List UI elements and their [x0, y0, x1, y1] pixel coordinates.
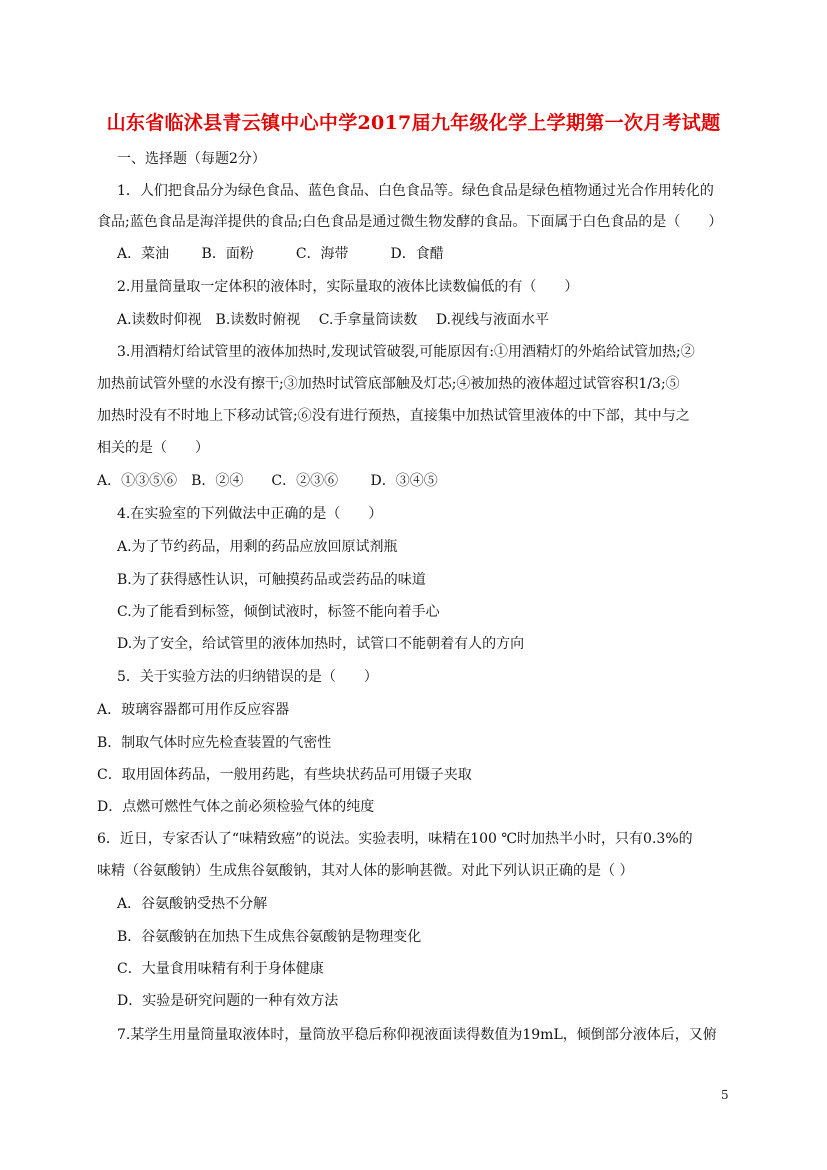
question-3-line-2: 加热前试管外壁的水没有擦干;③加热时试管底部触及灯芯;④被加热的液体超过试管容积1/3;⑤ — [97, 376, 680, 392]
question-6-line-1: 6．近日，专家否认了“味精致癌”的说法。实验表明，味精在100 ℃时加热半小时，只有0.3%的 — [97, 831, 693, 847]
question-2-line-1: 2.用量筒量取一定体积的液体时，实际量取的液体比读数偏低的有（ ） — [117, 279, 579, 295]
question-1-line-2: 食品;蓝色食品是海洋提供的食品;白色食品是通过微生物发酵的食品。下面属于白色食品的是（ ） — [97, 214, 723, 230]
question-7-line-1: 7.某学生用量筒量取液体时，量筒放平稳后称仰视液面读得数值为19mL，倾倒部分液体后，又俯 — [117, 1027, 717, 1043]
question-6-option-a: A．谷氨酸钠受热不分解 — [117, 896, 268, 912]
question-6-option-b: B．谷氨酸钠在加热下生成焦谷氨酸钠是物理变化 — [117, 929, 422, 945]
question-1-line-1: 1．人们把食品分为绿色食品、蓝色食品、白色食品等。绿色食品是绿色植物通过光合作用转化的 — [117, 183, 714, 199]
section-header: 一、选择题（每题2分） — [117, 151, 266, 167]
question-4-line-1: 4.在实验室的下列做法中正确的是（ ） — [117, 506, 383, 522]
question-3-line-3: 加热时没有不时地上下移动试管;⑥没有进行预热，直接集中加热试管里液体的中下部，其中与之 — [97, 408, 690, 424]
question-5-option-c: C．取用固体药品，一般用药匙，有些块状药品可用镊子夹取 — [97, 767, 472, 783]
question-3-options: A．①③⑤⑥ B．②④ C．②③⑥ D．③④⑤ — [97, 473, 438, 489]
question-4-option-a: A.为了节约药品，用剩的药品应放回原试剂瓶 — [117, 539, 398, 555]
question-3-line-4: 相关的是（ ） — [97, 440, 209, 456]
page-number: 5 — [721, 1088, 729, 1102]
question-4-option-d: D.为了安全，给试管里的液体加热时，试管口不能朝着有人的方向 — [117, 636, 525, 652]
question-5-line-1: 5．关于实验方法的归纳错误的是（ ） — [117, 669, 378, 685]
question-2-options: A.读数时仰视 B.读数时俯视 C.手拿量筒读数 D.视线与液面水平 — [117, 312, 550, 328]
question-4-option-c: C.为了能看到标签，倾倒试液时，标签不能向着手心 — [117, 604, 440, 620]
question-4-option-b: B.为了获得感性认识，可触摸药品或尝药品的味道 — [117, 572, 426, 588]
question-5-option-b: B．制取气体时应先检查装置的气密性 — [97, 735, 332, 751]
question-3-line-1: 3.用酒精灯给试管里的液体加热时,发现试管破裂,可能原因有:①用酒精灯的外焰给试管加热;② — [117, 344, 695, 360]
question-6-option-c: C．大量食用味精有利于身体健康 — [117, 961, 324, 977]
question-1-options: A．菜油 B．面粉 C．海带 D．食醋 — [117, 246, 444, 262]
question-5-option-d: D．点燃可燃性气体之前必须检验气体的纯度 — [97, 799, 375, 815]
question-6-line-2: 味精（谷氨酸钠）生成焦谷氨酸钠，其对人体的影响甚微。对此下列认识正确的是（ ） — [97, 863, 634, 879]
question-5-option-a: A．玻璃容器都可用作反应容器 — [97, 702, 290, 718]
question-6-option-d: D．实验是研究问题的一种有效方法 — [117, 993, 339, 1009]
document-title: 山东省临沭县青云镇中心中学2017届九年级化学上学期第一次月考试题 — [106, 112, 721, 134]
